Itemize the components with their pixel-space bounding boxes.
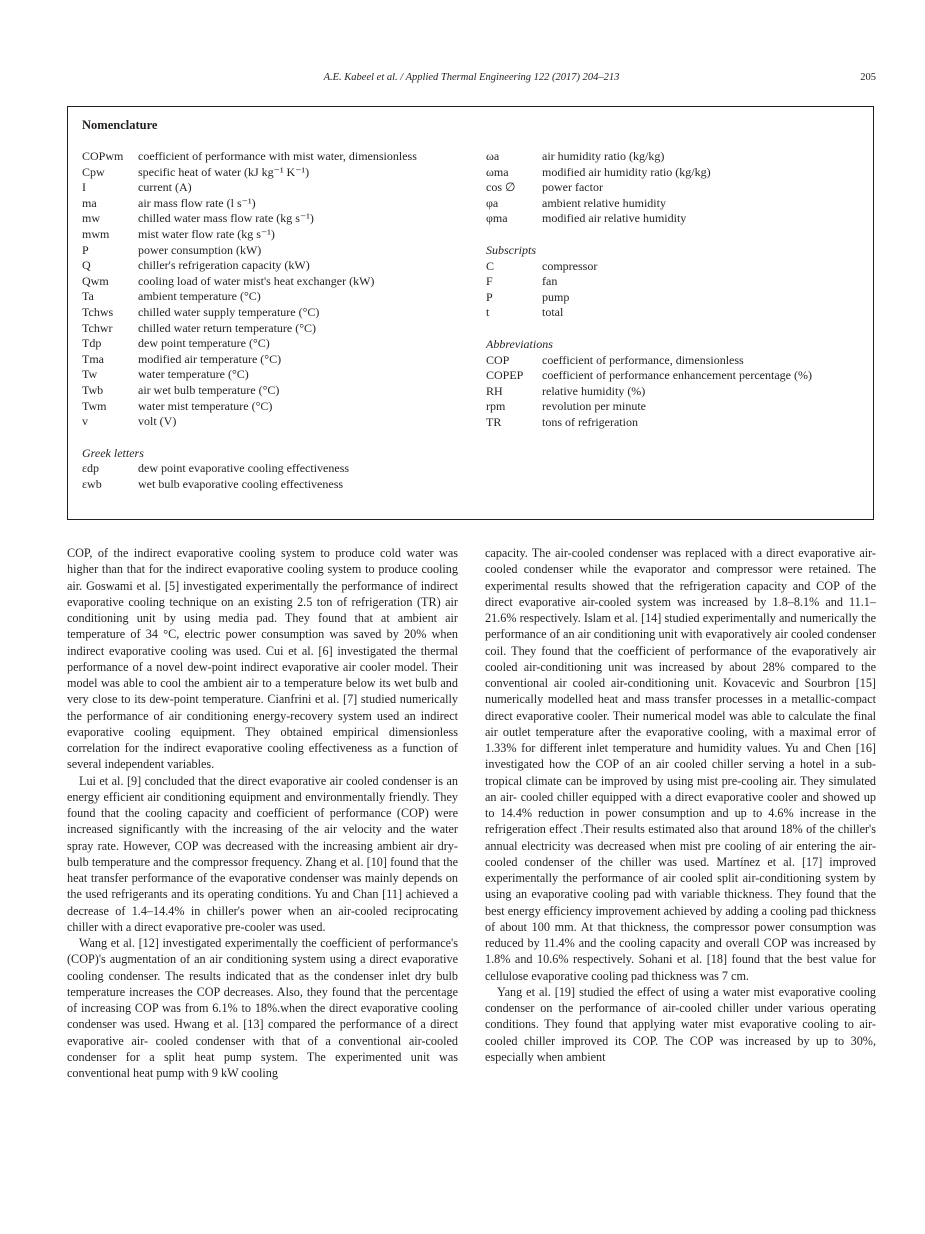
subscripts-list — [486, 259, 866, 321]
subscript-entry — [486, 305, 866, 321]
nomenclature-entry — [82, 180, 467, 196]
term-symbol: P — [82, 242, 89, 257]
term-symbol: Qwm — [82, 273, 109, 288]
paragraph: Lui et al. [9] concluded that the direct evaporative air cooled condenser is an energy efficient air conditioning equipment and environmentally friendly. They found that the cooling capacity and coefficient of performance (COP) were increased significantly with the increasing of the air velocity and the water spray rate. However, COP was decreased with the increasing ambient air dry-bulb temperature and the compressor frequency. Zhang et al. [10] found that the heat transfer performance of the evaporative condenser was mainly depends on the used refrigerants and its operating conditions. Yu and Chan [11] achieved a decrease of 1.4–14.4% in chiller's power when an air-cooled reciprocating chiller with a direct evaporative pre-cooler was used. — [67, 773, 458, 934]
nomenclature-left-column — [82, 149, 467, 492]
nomenclature-entry — [82, 321, 467, 337]
term-symbol: φa — [486, 195, 499, 210]
term-symbol: I — [82, 180, 86, 195]
term-symbol: C — [486, 258, 495, 273]
term-symbol: t — [486, 305, 490, 320]
nomenclature-entry — [82, 227, 467, 243]
term-definition: pump — [542, 289, 570, 304]
term-symbol: F — [486, 274, 493, 289]
term-definition: coefficient of performance, dimensionless — [542, 352, 744, 367]
running-header — [67, 72, 876, 90]
term-symbol: Tdp — [82, 336, 102, 351]
term-definition: fan — [542, 274, 558, 289]
term-symbol: cos ∅ — [486, 180, 516, 195]
nomenclature-symbols — [82, 149, 467, 430]
term-symbol: ωa — [486, 149, 500, 163]
abbreviation-entry — [486, 353, 866, 369]
term-definition: coefficient of performance with mist water, dimensionless — [138, 149, 417, 163]
paragraph: Wang et al. [12] investigated experimentally the coefficient of performance's (COP)'s augmentation of an air conditioning system using a direct evaporative cooling condenser. The results indicated that as the condenser inlet dry bulb temperature increases the COP decreases. Also, they found that the percentage of increasing COP was from 6.1% to 18%.when the direct evaporative cooling condenser was used. Hwang et al. [13] compared the performance of a direct evaporative air- cooled condenser with that of a conventional air-cooled condenser for a split heat pump system. The experimented unit was conventional heat pump with 9 kW cooling — [67, 936, 458, 1080]
page-number: 205 — [860, 72, 876, 83]
nomenclature-entry — [486, 211, 866, 227]
term-definition: chilled water supply temperature (°C) — [138, 304, 320, 319]
abbreviations-list — [486, 353, 866, 431]
abbreviation-entry — [486, 384, 866, 400]
nomenclature-right-column — [486, 149, 866, 431]
nomenclature-entry — [82, 399, 467, 415]
term-definition: mist water flow rate (kg s⁻¹) — [138, 226, 275, 241]
term-definition: power consumption (kW) — [138, 242, 262, 257]
term-definition: compressor — [542, 258, 598, 273]
greek-letter-entry — [82, 461, 467, 477]
term-definition: tons of refrigeration — [542, 414, 638, 429]
abbreviation-entry — [486, 415, 866, 431]
term-definition: chilled water mass flow rate (kg s⁻¹) — [138, 211, 314, 226]
term-symbol: φma — [486, 211, 508, 226]
term-definition: chiller's refrigeration capacity (kW) — [138, 258, 310, 273]
subscript-entry — [486, 259, 866, 275]
nomenclature-entry — [486, 165, 866, 181]
nomenclature-entry — [82, 274, 467, 290]
term-definition: power factor — [542, 180, 603, 195]
nomenclature-entry — [82, 165, 467, 181]
term-definition: wet bulb evaporative cooling effectiveness — [138, 476, 344, 491]
term-symbol: Tchws — [82, 304, 114, 319]
nomenclature-entry — [82, 367, 467, 383]
term-symbol: εdp — [82, 461, 100, 476]
term-symbol: TR — [486, 414, 502, 429]
nomenclature-entry — [486, 149, 866, 165]
term-definition: air mass flow rate (l s⁻¹) — [138, 195, 256, 210]
nomenclature-entry — [82, 211, 467, 227]
term-definition: relative humidity (%) — [542, 383, 646, 398]
term-definition: air wet bulb temperature (°C) — [138, 382, 280, 397]
term-symbol: mwm — [82, 226, 110, 241]
abbreviations-heading: Abbreviations — [486, 336, 553, 351]
term-definition: modified air temperature (°C) — [138, 351, 282, 366]
term-definition: specific heat of water (kJ kg⁻¹ K⁻¹) — [138, 164, 310, 179]
term-definition: cooling load of water mist's heat exchanger (kW) — [138, 273, 375, 288]
term-symbol: mw — [82, 211, 100, 226]
subscript-entry — [486, 274, 866, 290]
term-symbol: Twb — [82, 382, 104, 397]
paragraph: capacity. The air-cooled condenser was replaced with a direct evaporative air-cooled condenser while the evaporator and compressor were retained. The experimental results showed that the refrigeration capacity and COP of the direct evaporative air-cooled system was increased by 1.8–8.1% and 11.1–21.6% respectively. Islam et al. [14] studied experimentally and numerically the performance of an air conditioning unit with evaporatively air cooled condenser coil. They found that the coefficient of performance of the evaporatively air cooled air-conditioning unit was increased by about 28% compared to the conventional air cooled air-conditioning unit. Kovacevic and Sourbron [15] numerically modelled heat and mass transfer processes in a metallic-compact direct evaporative cooler. Their numerical model was able to calculate the final air outlet temperature after the evaporative cooling, with a maximal error of 1.33% for different inlet temperature and humidity values. Yu and Chen [16] investigated how the COP of an air cooled chiller serving a hotel in a sub-tropical climate can be improved by using mist pre-cooling air. They simulated an air- cooled chiller equipped with a direct evaporative cooler and showed up to 14.4% reduction in power consumption and up to 4.6% increase in the refrigeration effect .Their results estimated also that around 18% of the chiller's annual electricity was decreased when mist pre cooling of air entering the air-cooled condenser of the chiller was used. Martínez et al. [17] improved experimentally the performance of air cooled split air-conditioning system by using an evaporative cooling pad with variable thickness. They found that the best energy efficiency improvement achieved by adding a cooling pad thickness of about 100 mm. At that thickness, the compressor power consumption was reduced by 11.4% and the cooling capacity and overall COP was increased by 1.8% and 10.6% respectively. Sohani et al. [18] found that the best value for cellulose evaporative cooling pad thickness was 7 cm. — [485, 546, 876, 983]
term-definition: modified air relative humidity — [542, 211, 687, 226]
nomenclature-entry — [82, 196, 467, 212]
term-definition: dew point temperature (°C) — [138, 336, 270, 351]
term-symbol: Twm — [82, 398, 107, 413]
term-symbol: RH — [486, 383, 503, 398]
subscripts-heading: Subscripts — [486, 242, 537, 257]
abbreviation-entry — [486, 368, 866, 384]
term-symbol: Cpw — [82, 164, 105, 179]
nomenclature-entry — [82, 243, 467, 259]
term-definition: water mist temperature (°C) — [138, 398, 273, 413]
term-symbol: Tchwr — [82, 320, 113, 335]
nomenclature-box — [67, 106, 874, 520]
greek-letter-entry — [82, 477, 467, 493]
term-symbol: Tma — [82, 351, 104, 366]
term-definition: dew point evaporative cooling effectiveness — [138, 461, 350, 476]
body-column-left — [67, 545, 458, 1081]
term-symbol: COPwm — [82, 149, 124, 163]
nomenclature-entry — [82, 336, 467, 352]
term-definition: chilled water return temperature (°C) — [138, 320, 317, 335]
term-symbol: rpm — [486, 399, 506, 414]
term-definition: coefficient of performance enhancement percentage (%) — [542, 368, 812, 383]
subscript-entry — [486, 290, 866, 306]
greek-letters-heading: Greek letters — [82, 445, 144, 460]
paragraph: COP, of the indirect evaporative cooling system to produce cold water was higher than that for the indirect evaporative cooling system to produce cooling air. Goswami et al. [5] investigated experimentally the performance of indirect evaporative cooling technique on an existing 2.5 ton of refrigeration (TR) air conditioning unit by using media pad. They found that at ambient air temperature of 34 °C, electric power consumption was saved by 20% when indirect evaporative cooling was used. Cui et al. [6] investigated the thermal performance of a novel dew-point indirect evaporative air cooler model. Their model was able to cool the ambient air to a temperature below its wet bulb and very close to its dew-point temperature. Cianfrini et al. [7] studied numerically the performance of air conditioning energy-recovery system used an indirect evaporative cooling equipment. They obtained empirical dimensionless correlation for the indirect evaporative cooling effectiveness as a function of several independent variables. — [67, 546, 458, 772]
term-definition: ambient temperature (°C) — [138, 289, 261, 304]
term-symbol: v — [82, 414, 88, 429]
journal-citation: A.E. Kabeel et al. / Applied Thermal Engineering 122 (2017) 204–213 — [323, 72, 620, 83]
term-definition: water temperature (°C) — [138, 367, 249, 382]
term-definition: current (A) — [138, 180, 192, 195]
nomenclature-humidity-symbols — [486, 149, 866, 227]
nomenclature-entry — [486, 196, 866, 212]
term-symbol: COPEP — [486, 368, 524, 383]
term-symbol: ωma — [486, 164, 509, 179]
nomenclature-title: Nomenclature — [82, 118, 158, 132]
nomenclature-entry — [82, 414, 467, 430]
term-definition: total — [542, 305, 564, 320]
nomenclature-entry — [82, 149, 467, 165]
greek-letters-list — [82, 461, 467, 492]
paragraph: Yang et al. [19] studied the effect of using a water mist evaporative cooling condenser on the performance of air-cooled chiller under various operating conditions. They found that applying water mist evaporative cooling to air-cooled chiller improved its COP. The COP was increased by up to 30%, especially when ambient — [485, 984, 876, 1064]
nomenclature-entry — [486, 180, 866, 196]
term-definition: volt (V) — [138, 414, 177, 429]
nomenclature-entry — [82, 352, 467, 368]
nomenclature-entry — [82, 305, 467, 321]
term-symbol: Ta — [82, 289, 94, 304]
term-symbol: Tw — [82, 367, 98, 382]
term-symbol: COP — [486, 352, 510, 367]
term-definition: ambient relative humidity — [542, 195, 666, 210]
term-symbol: εwb — [82, 476, 102, 491]
term-definition: revolution per minute — [542, 399, 646, 414]
term-definition: modified air humidity ratio (kg/kg) — [542, 164, 711, 179]
nomenclature-entry — [82, 289, 467, 305]
nomenclature-entry — [82, 383, 467, 399]
nomenclature-entry — [82, 258, 467, 274]
term-symbol: P — [486, 289, 493, 304]
abbreviation-entry — [486, 399, 866, 415]
term-symbol: ma — [82, 195, 97, 210]
body-column-right — [485, 545, 876, 1065]
term-definition: air humidity ratio (kg/kg) — [542, 149, 665, 163]
term-symbol: Q — [82, 258, 91, 273]
